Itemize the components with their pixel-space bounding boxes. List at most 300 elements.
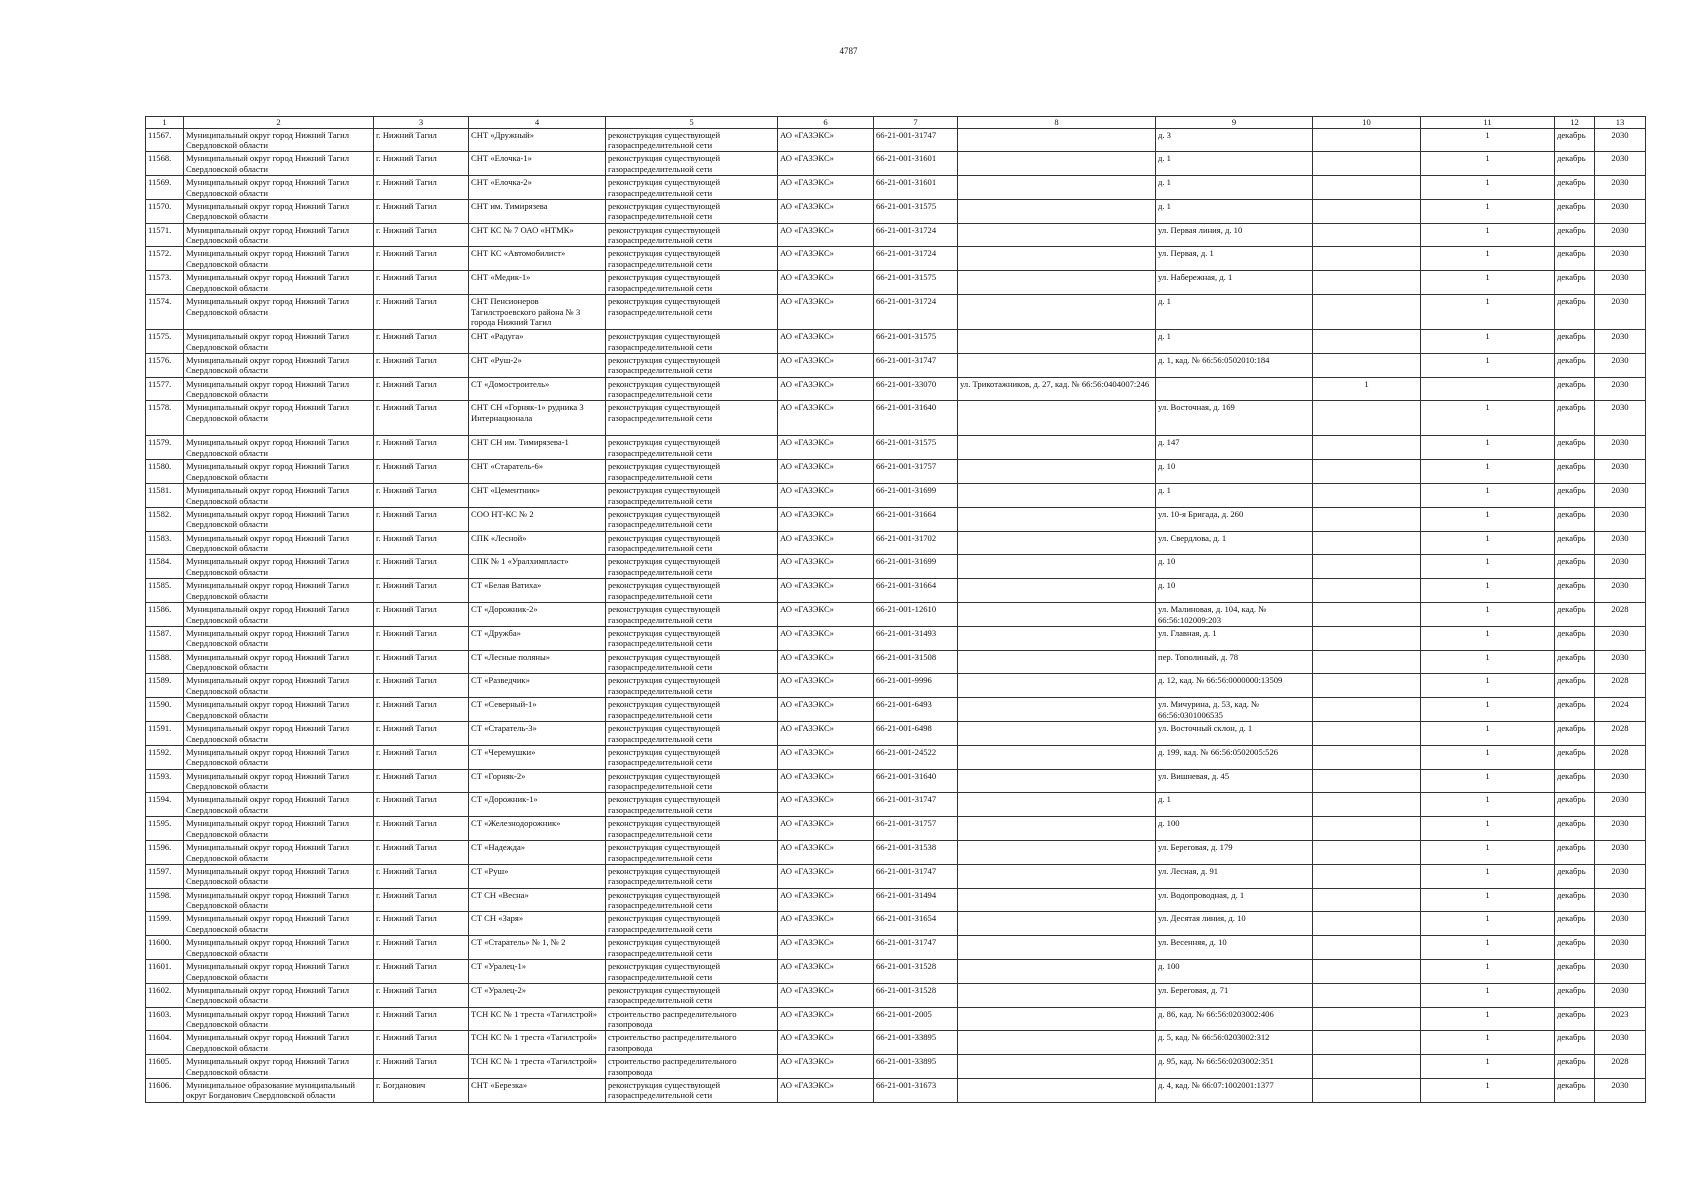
table-cell	[958, 271, 1156, 295]
table-cell	[958, 793, 1156, 817]
table-cell: декабрь	[1555, 603, 1595, 627]
table-body	[146, 128, 1646, 1102]
table-cell	[958, 1007, 1156, 1031]
table-cell: декабрь	[1555, 841, 1595, 865]
table-cell: реконструкция существующей газораспределительной сети	[606, 864, 778, 888]
table-row	[146, 353, 1646, 377]
table-row	[146, 817, 1646, 841]
table-cell: 66-21-001-31654	[874, 912, 958, 936]
table-cell: г. Нижний Тагил	[374, 793, 469, 817]
table-cell: д. 1	[1156, 176, 1313, 200]
table-cell: реконструкция существующей газораспределительной сети	[606, 579, 778, 603]
table-cell	[958, 353, 1156, 377]
table-row	[146, 698, 1646, 722]
table-cell: 11589.	[146, 674, 184, 698]
table-row	[146, 960, 1646, 984]
table-cell: 11573.	[146, 271, 184, 295]
table-cell: декабрь	[1555, 1007, 1595, 1031]
table-cell	[1313, 722, 1421, 746]
table-cell: АО «ГАЗЭКС»	[778, 817, 874, 841]
table-cell: АО «ГАЗЭКС»	[778, 603, 874, 627]
table-cell: д. 147	[1156, 436, 1313, 460]
table-cell: реконструкция существующей газораспределительной сети	[606, 603, 778, 627]
table-cell: Муниципальный округ город Нижний Тагил Свердловской области	[184, 888, 374, 912]
table-cell: ул. Первая, д. 1	[1156, 247, 1313, 271]
table-cell: ул. Мичурина, д. 53, кад. № 66:56:0301006535	[1156, 698, 1313, 722]
table-cell: декабрь	[1555, 295, 1595, 330]
table-cell	[1313, 698, 1421, 722]
table-cell: СНТ «Старатель-6»	[469, 460, 606, 484]
table-cell: 1	[1421, 401, 1555, 436]
table-cell: реконструкция существующей газораспределительной сети	[606, 152, 778, 176]
table-cell: 2030	[1595, 353, 1646, 377]
table-cell	[958, 698, 1156, 722]
table-cell: декабрь	[1555, 579, 1595, 603]
table-cell: СНТ «Руш-2»	[469, 353, 606, 377]
table-cell: 66-21-001-31640	[874, 401, 958, 436]
table-cell: декабрь	[1555, 1055, 1595, 1079]
table-cell: АО «ГАЗЭКС»	[778, 271, 874, 295]
table-cell: ул. Первая линия, д. 10	[1156, 223, 1313, 247]
table-cell: декабрь	[1555, 626, 1595, 650]
table-cell: декабрь	[1555, 484, 1595, 508]
table-cell: реконструкция существующей газораспределительной сети	[606, 888, 778, 912]
table-row	[146, 176, 1646, 200]
table-cell: АО «ГАЗЭКС»	[778, 401, 874, 436]
table-cell: 1	[1421, 199, 1555, 223]
table-cell: 66-21-001-31673	[874, 1078, 958, 1102]
table-cell: 11598.	[146, 888, 184, 912]
table-row	[146, 912, 1646, 936]
table-cell: ул. Набережная, д. 1	[1156, 271, 1313, 295]
table-cell: 2030	[1595, 152, 1646, 176]
table-cell	[958, 507, 1156, 531]
table-cell: Муниципальный округ город Нижний Тагил Свердловской области	[184, 960, 374, 984]
table-cell: СТ СН «Заря»	[469, 912, 606, 936]
table-cell: 66-21-001-31640	[874, 769, 958, 793]
table-cell: пер. Тополиный, д. 78	[1156, 650, 1313, 674]
table-cell: Муниципальный округ город Нижний Тагил Свердловской области	[184, 745, 374, 769]
table-cell: 2028	[1595, 722, 1646, 746]
table-cell: ул. 10-я Бригада, д. 260	[1156, 507, 1313, 531]
table-cell: 11570.	[146, 199, 184, 223]
table-cell: Муниципальный округ город Нижний Тагил Свердловской области	[184, 674, 374, 698]
table-cell: 11601.	[146, 960, 184, 984]
table-cell: СТ «Старатель» № 1, № 2	[469, 936, 606, 960]
table-cell: реконструкция существующей газораспределительной сети	[606, 912, 778, 936]
table-cell: декабрь	[1555, 722, 1595, 746]
table-cell: 2030	[1595, 271, 1646, 295]
table-cell: Муниципальный округ город Нижний Тагил Свердловской области	[184, 460, 374, 484]
page-number: 4787	[839, 46, 858, 56]
table-cell: 66-21-001-31494	[874, 888, 958, 912]
table-cell: АО «ГАЗЭКС»	[778, 912, 874, 936]
table-cell: 11575.	[146, 330, 184, 354]
table-cell: 1	[1421, 176, 1555, 200]
table-cell: 2030	[1595, 817, 1646, 841]
table-cell: Муниципальный округ город Нижний Тагил Свердловской области	[184, 401, 374, 436]
table-cell: г. Нижний Тагил	[374, 295, 469, 330]
table-cell: 1	[1421, 1031, 1555, 1055]
table-cell: АО «ГАЗЭКС»	[778, 353, 874, 377]
table-cell: 2030	[1595, 769, 1646, 793]
table-cell: реконструкция существующей газораспределительной сети	[606, 199, 778, 223]
table-cell: Муниципальный округ город Нижний Тагил Свердловской области	[184, 484, 374, 508]
table-cell: реконструкция существующей газораспределительной сети	[606, 650, 778, 674]
table-cell	[958, 1078, 1156, 1102]
table-cell: 2030	[1595, 555, 1646, 579]
table-cell: СТ «Черемушки»	[469, 745, 606, 769]
table-cell: 11581.	[146, 484, 184, 508]
table-cell: 11568.	[146, 152, 184, 176]
table-cell: Муниципальный округ город Нижний Тагил Свердловской области	[184, 650, 374, 674]
column-header: 1	[146, 117, 184, 129]
table-cell	[1313, 960, 1421, 984]
table-cell: декабрь	[1555, 271, 1595, 295]
table-cell	[958, 128, 1156, 152]
table-cell: 2030	[1595, 223, 1646, 247]
table-cell: Муниципальный округ город Нижний Тагил Свердловской области	[184, 1031, 374, 1055]
table-cell: 1	[1421, 1007, 1555, 1031]
table-cell	[1421, 377, 1555, 401]
table-cell: г. Нижний Тагил	[374, 436, 469, 460]
table-row	[146, 745, 1646, 769]
table-row	[146, 295, 1646, 330]
table-cell: Муниципальное образование муниципальный округ Богданович Свердловской области	[184, 1078, 374, 1102]
table-row	[146, 152, 1646, 176]
table-cell: СПК «Лесной»	[469, 531, 606, 555]
table-cell: декабрь	[1555, 128, 1595, 152]
table-row	[146, 936, 1646, 960]
table-cell: 2028	[1595, 603, 1646, 627]
table-cell	[958, 626, 1156, 650]
table-cell: г. Нижний Тагил	[374, 223, 469, 247]
table-cell: реконструкция существующей газораспределительной сети	[606, 960, 778, 984]
table-cell: декабрь	[1555, 936, 1595, 960]
table-cell: СТ «Домостроитель»	[469, 377, 606, 401]
table-cell: СТ «Железнодорожник»	[469, 817, 606, 841]
table-cell: ул. Водопроводная, д. 1	[1156, 888, 1313, 912]
table-cell: 11587.	[146, 626, 184, 650]
table-cell: 66-21-001-31664	[874, 579, 958, 603]
table-cell	[958, 912, 1156, 936]
table-cell: реконструкция существующей газораспределительной сети	[606, 745, 778, 769]
table-cell	[1313, 247, 1421, 271]
table-cell	[1313, 1031, 1421, 1055]
table-cell: д. 10	[1156, 460, 1313, 484]
table-row	[146, 460, 1646, 484]
column-header: 4	[469, 117, 606, 129]
table-cell: 66-21-001-31508	[874, 650, 958, 674]
table-cell: 2030	[1595, 484, 1646, 508]
table-cell: АО «ГАЗЭКС»	[778, 1031, 874, 1055]
table-cell: ул. Восточный склон, д. 1	[1156, 722, 1313, 746]
table-cell	[1313, 650, 1421, 674]
table-cell	[958, 650, 1156, 674]
table-cell: д. 1	[1156, 199, 1313, 223]
table-cell	[1313, 745, 1421, 769]
table-cell: СТ «Уралец-2»	[469, 983, 606, 1007]
table-cell: строительство распределительного газопровода	[606, 1055, 778, 1079]
table-cell: ТСН КС № 1 треста «Тагилстрой»	[469, 1007, 606, 1031]
table-row	[146, 271, 1646, 295]
column-header: 6	[778, 117, 874, 129]
table-cell: АО «ГАЗЭКС»	[778, 698, 874, 722]
table-cell: 11590.	[146, 698, 184, 722]
table-cell: 1	[1421, 888, 1555, 912]
table-cell: 66-21-001-31747	[874, 864, 958, 888]
table-cell: д. 86, кад. № 66:56:0203002:406	[1156, 1007, 1313, 1031]
table-cell: 66-21-001-31702	[874, 531, 958, 555]
table-cell: 1	[1421, 579, 1555, 603]
table-cell: строительство распределительного газопровода	[606, 1031, 778, 1055]
table-cell	[958, 888, 1156, 912]
table-row	[146, 864, 1646, 888]
table-cell: 11580.	[146, 460, 184, 484]
table-cell: реконструкция существующей газораспределительной сети	[606, 176, 778, 200]
table-cell: 66-21-001-31699	[874, 555, 958, 579]
table-cell: 1	[1421, 555, 1555, 579]
table-row	[146, 650, 1646, 674]
table-cell: ул. Свердлова, д. 1	[1156, 531, 1313, 555]
table-cell: 2030	[1595, 912, 1646, 936]
table-cell: 11606.	[146, 1078, 184, 1102]
table-cell: реконструкция существующей газораспределительной сети	[606, 983, 778, 1007]
table-cell: г. Нижний Тагил	[374, 722, 469, 746]
table-cell: СНТ СН им. Тимирязева-1	[469, 436, 606, 460]
table-cell: г. Нижний Тагил	[374, 1007, 469, 1031]
table-cell: г. Нижний Тагил	[374, 128, 469, 152]
table-cell: АО «ГАЗЭКС»	[778, 247, 874, 271]
table-cell: 66-21-001-9996	[874, 674, 958, 698]
column-header: 11	[1421, 117, 1555, 129]
table-cell: 2024	[1595, 698, 1646, 722]
table-row	[146, 484, 1646, 508]
table-cell	[1313, 152, 1421, 176]
table-cell: г. Нижний Тагил	[374, 330, 469, 354]
table-cell: декабрь	[1555, 247, 1595, 271]
column-header: 5	[606, 117, 778, 129]
table-cell: АО «ГАЗЭКС»	[778, 936, 874, 960]
table-cell: Муниципальный округ город Нижний Тагил Свердловской области	[184, 128, 374, 152]
table-cell: 66-21-001-31528	[874, 960, 958, 984]
table-cell	[1313, 507, 1421, 531]
table-cell: СНТ «Елочка-2»	[469, 176, 606, 200]
table-cell	[958, 436, 1156, 460]
table-cell: 66-21-001-6498	[874, 722, 958, 746]
table-cell: 11602.	[146, 983, 184, 1007]
table-cell	[1313, 460, 1421, 484]
table-cell: Муниципальный округ город Нижний Тагил Свердловской области	[184, 247, 374, 271]
table-cell: г. Нижний Тагил	[374, 152, 469, 176]
table-cell: реконструкция существующей газораспределительной сети	[606, 841, 778, 865]
table-cell: 1	[1421, 698, 1555, 722]
table-cell: 1	[1421, 912, 1555, 936]
table-cell: 1	[1421, 460, 1555, 484]
table-cell: 11569.	[146, 176, 184, 200]
table-cell: 66-21-001-31575	[874, 436, 958, 460]
table-row	[146, 1031, 1646, 1055]
table-cell: 66-21-001-33895	[874, 1055, 958, 1079]
table-cell: 11594.	[146, 793, 184, 817]
table-cell: 1	[1421, 507, 1555, 531]
table-cell: декабрь	[1555, 176, 1595, 200]
column-header: 8	[958, 117, 1156, 129]
table-cell: 66-21-001-31575	[874, 199, 958, 223]
table-cell: Муниципальный округ город Нижний Тагил Свердловской области	[184, 841, 374, 865]
table-row	[146, 223, 1646, 247]
table-cell: реконструкция существующей газораспределительной сети	[606, 295, 778, 330]
table-cell: г. Нижний Тагил	[374, 176, 469, 200]
table-cell: реконструкция существующей газораспределительной сети	[606, 271, 778, 295]
table-cell: ТСН КС № 1 треста «Тагилстрой»	[469, 1055, 606, 1079]
table-cell	[1313, 983, 1421, 1007]
table-cell	[958, 223, 1156, 247]
table-cell: 2030	[1595, 377, 1646, 401]
table-cell: 1	[1421, 128, 1555, 152]
table-cell: ТСН КС № 1 треста «Тагилстрой»	[469, 1031, 606, 1055]
table-cell: Муниципальный округ город Нижний Тагил Свердловской области	[184, 579, 374, 603]
table-cell: 66-21-001-31601	[874, 152, 958, 176]
table-cell: 1	[1421, 353, 1555, 377]
table-cell: декабрь	[1555, 507, 1595, 531]
table-cell: АО «ГАЗЭКС»	[778, 531, 874, 555]
table-cell: д. 5, кад. № 66:56:0203002:312	[1156, 1031, 1313, 1055]
table-cell	[958, 176, 1156, 200]
table-cell: ул. Береговая, д. 71	[1156, 983, 1313, 1007]
table-cell: СНТ «Цементник»	[469, 484, 606, 508]
table-cell	[1313, 793, 1421, 817]
table-cell: 2030	[1595, 626, 1646, 650]
table-cell: д. 12, кад. № 66:56:0000000:13509	[1156, 674, 1313, 698]
table-cell: Муниципальный округ город Нижний Тагил Свердловской области	[184, 436, 374, 460]
table-cell: СПК № 1 «Уралхимпласт»	[469, 555, 606, 579]
table-cell: г. Нижний Тагил	[374, 353, 469, 377]
table-cell: д. 1	[1156, 295, 1313, 330]
table-cell: г. Нижний Тагил	[374, 912, 469, 936]
table-cell	[1313, 531, 1421, 555]
table-cell: Муниципальный округ город Нижний Тагил Свердловской области	[184, 698, 374, 722]
table-cell: 11586.	[146, 603, 184, 627]
table-cell	[1313, 353, 1421, 377]
table-cell: 66-21-001-24522	[874, 745, 958, 769]
table-cell: 11597.	[146, 864, 184, 888]
table-cell: строительство распределительного газопровода	[606, 1007, 778, 1031]
table-cell: д. 10	[1156, 555, 1313, 579]
table-cell	[1313, 271, 1421, 295]
table-cell: СНТ им. Тимирязева	[469, 199, 606, 223]
table-cell: 11591.	[146, 722, 184, 746]
table-cell	[958, 555, 1156, 579]
table-cell: 2030	[1595, 793, 1646, 817]
table-cell: 1	[1421, 330, 1555, 354]
table-cell	[1313, 1078, 1421, 1102]
table-cell: д. 1	[1156, 330, 1313, 354]
table-cell: СТ «Лесные поляны»	[469, 650, 606, 674]
table-cell	[958, 460, 1156, 484]
table-cell: декабрь	[1555, 864, 1595, 888]
table-cell: 1	[1421, 769, 1555, 793]
table-cell	[958, 401, 1156, 436]
table-cell	[958, 745, 1156, 769]
table-cell: 66-21-001-31747	[874, 793, 958, 817]
table-cell: Муниципальный округ город Нижний Тагил Свердловской области	[184, 152, 374, 176]
table-cell: 2030	[1595, 330, 1646, 354]
table-cell: 66-21-001-33070	[874, 377, 958, 401]
table-cell: АО «ГАЗЭКС»	[778, 722, 874, 746]
table-cell: г. Нижний Тагил	[374, 674, 469, 698]
table-cell: АО «ГАЗЭКС»	[778, 793, 874, 817]
table-cell: АО «ГАЗЭКС»	[778, 745, 874, 769]
table-row	[146, 555, 1646, 579]
table-cell: 2030	[1595, 460, 1646, 484]
table-cell: Муниципальный округ город Нижний Тагил Свердловской области	[184, 507, 374, 531]
table-cell	[958, 579, 1156, 603]
table-cell: 2030	[1595, 295, 1646, 330]
table-cell: декабрь	[1555, 330, 1595, 354]
table-cell: декабрь	[1555, 912, 1595, 936]
table-cell: 11596.	[146, 841, 184, 865]
table-cell: Муниципальный округ город Нижний Тагил Свердловской области	[184, 531, 374, 555]
table-cell: реконструкция существующей газораспределительной сети	[606, 531, 778, 555]
table-cell: СТ «Дорожник-2»	[469, 603, 606, 627]
table-row	[146, 1055, 1646, 1079]
table-row	[146, 674, 1646, 698]
table-row	[146, 531, 1646, 555]
table-cell: СТ «Северный-1»	[469, 698, 606, 722]
table-cell: 1	[1421, 936, 1555, 960]
table-cell: СНТ «Дружный»	[469, 128, 606, 152]
table-cell: 2030	[1595, 1078, 1646, 1102]
table-cell: 2030	[1595, 864, 1646, 888]
table-cell: СТ «Разведчик»	[469, 674, 606, 698]
table-cell	[1313, 864, 1421, 888]
table-cell	[958, 1055, 1156, 1079]
table-cell: 2030	[1595, 936, 1646, 960]
table-row	[146, 377, 1646, 401]
table-cell	[1313, 841, 1421, 865]
table-cell: 1	[1421, 531, 1555, 555]
table-cell	[958, 769, 1156, 793]
table-cell: г. Нижний Тагил	[374, 377, 469, 401]
table-cell: декабрь	[1555, 199, 1595, 223]
table-cell: ул. Малиновая, д. 104, кад. № 66:56:102009:203	[1156, 603, 1313, 627]
table-cell: реконструкция существующей газораспределительной сети	[606, 507, 778, 531]
table-cell: д. 95, кад. № 66:56:0203002:351	[1156, 1055, 1313, 1079]
table-cell: реконструкция существующей газораспределительной сети	[606, 377, 778, 401]
table-cell: 66-21-001-6493	[874, 698, 958, 722]
table-cell: Муниципальный округ город Нижний Тагил Свердловской области	[184, 223, 374, 247]
table-cell	[958, 330, 1156, 354]
table-cell: 2030	[1595, 531, 1646, 555]
table-cell: 66-21-001-31724	[874, 295, 958, 330]
table-cell: декабрь	[1555, 674, 1595, 698]
table-cell: Муниципальный округ город Нижний Тагил Свердловской области	[184, 864, 374, 888]
table-cell: г. Нижний Тагил	[374, 555, 469, 579]
table-row	[146, 603, 1646, 627]
table-cell: 1	[1421, 674, 1555, 698]
table-cell: 66-21-001-31757	[874, 460, 958, 484]
table-cell: г. Нижний Тагил	[374, 247, 469, 271]
table-cell: реконструкция существующей газораспределительной сети	[606, 674, 778, 698]
table-cell: Муниципальный округ город Нижний Тагил Свердловской области	[184, 199, 374, 223]
table-cell: 1	[1421, 650, 1555, 674]
table-cell: 1	[1421, 152, 1555, 176]
table-cell: ул. Десятая линия, д. 10	[1156, 912, 1313, 936]
table-cell: декабрь	[1555, 353, 1595, 377]
table-cell	[1313, 626, 1421, 650]
table-row	[146, 507, 1646, 531]
